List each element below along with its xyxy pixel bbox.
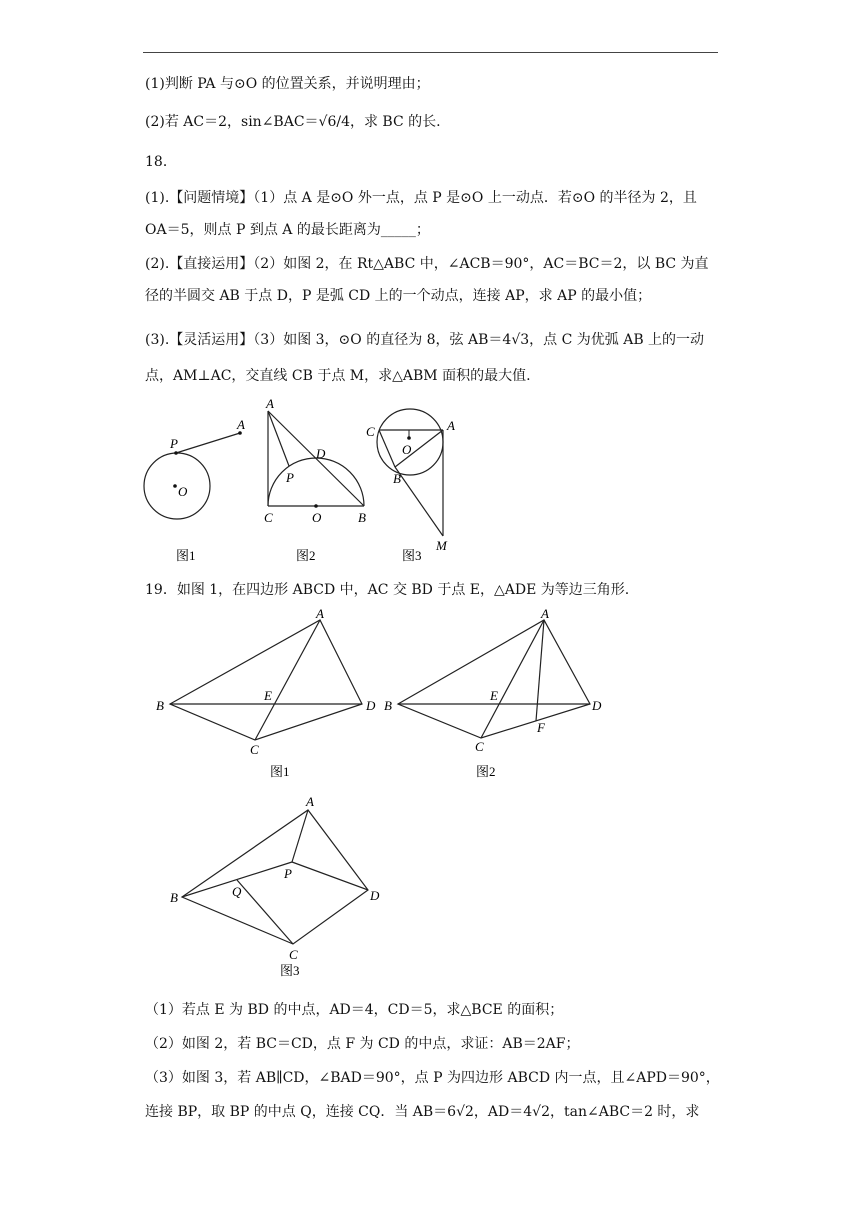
quadrilateral-abdc [170,620,362,740]
label-a: A [237,420,245,432]
label-p: P [284,866,292,881]
segment-cb [379,430,395,467]
segment-pd [292,862,368,890]
segment-qc [237,880,293,944]
label-c: C [264,510,273,525]
label-a: A [447,418,455,433]
q19-part3-line2: 连接 BP，取 BP 的中点 Q，连接 CQ．当 AB＝6√2，AD＝4√2，tan∠ABC＝2 时，求 [145,1104,700,1120]
label-a: A [306,794,314,809]
figure1-caption: 图1 [176,548,196,563]
segment-pa [176,433,240,453]
label-b: B [384,698,392,713]
label-f: F [537,720,545,735]
q19-figure3 [160,792,390,982]
label-b: B [156,698,164,713]
label-c: C [289,947,298,962]
label-b: B [358,510,366,525]
label-d: D [316,446,326,461]
q19-part1: （1）若点 E 为 BD 的中点，AD＝4，CD＝5，求△BCE 的面积； [145,1002,564,1018]
label-c: C [475,739,484,754]
q19-figure1 [150,608,390,786]
q17-part2: (2)若 AC＝2，sin∠BAC＝√6/4，求 BC 的长. [145,114,441,130]
q19-figure1-caption: 图1 [270,764,290,779]
label-o: O [402,442,412,457]
label-d: D [370,888,380,903]
q18-part2-line1: (2).【直接运用】（2）如图 2，在 Rt△ABC 中，∠ACB＝90°，AC＝BC＝2，以 BC 为直 [145,256,709,272]
q18-part3-line1: (3).【灵活运用】（3）如图 3，⊙O 的直径为 8，弦 AB＝4√3，点 C 为优弧 AB 上的一动 [145,332,705,348]
q18-figure1 [138,420,248,570]
q18-part1-line2: OA＝5，则点 P 到点 A 的最长距离为_____； [145,222,430,238]
q17-part1: (1)判断 PA 与⊙O 的位置关系，并说明理由； [145,76,430,92]
q18-part1-line1: (1).【问题情境】（1）点 A 是⊙O 外一点，点 P 是⊙O 上一动点．若⊙O 的半径为 2，且 [145,190,697,206]
label-o: O [178,484,188,499]
header-rule [143,52,718,53]
q19-figure2-caption: 图2 [476,764,496,779]
label-e: E [490,688,498,703]
point-o [314,504,318,508]
label-d: D [592,698,602,713]
q19-stem: 19．如图 1，在四边形 ABCD 中，AC 交 BD 于点 E，△ADE 为等边三角形. [145,582,630,598]
q19-part3-line1: （3）如图 3，若 AB∥CD，∠BAD＝90°，点 P 为四边形 ABCD 内一点，且∠APD＝90°， [145,1070,720,1086]
label-c: C [250,742,259,757]
q19-figure3-caption: 图3 [280,963,300,978]
segment-ap [268,411,289,466]
label-o: O [312,510,322,525]
point-o [407,436,411,440]
semicircle [268,458,364,506]
circle-o [144,453,210,519]
point-o [173,484,177,488]
segment-af [536,620,544,721]
q18-figure2 [258,396,378,571]
q18-figure3 [362,404,472,572]
quadrilateral-abdc [398,620,590,738]
q18-part2-line2: 径的半圆交 AB 于点 D，P 是弧 CD 上的一个动点，连接 AP，求 AP 的最小值； [145,288,652,304]
q18-part3-line2: 点，AM⊥AC，交直线 CB 于点 M，求△ABM 面积的最大值. [145,368,531,384]
label-b: B [393,471,401,486]
label-e: E [264,688,272,703]
label-d: D [366,698,376,713]
label-b: B [170,890,178,905]
label-p: P [170,436,178,451]
segment-bm [395,467,443,536]
q18-number: 18． [145,154,177,170]
label-c: C [366,424,375,439]
q19-part2: （2）如图 2，若 BC＝CD，点 F 为 CD 的中点，求证：AB＝2AF； [145,1036,580,1052]
label-p: P [286,470,294,485]
label-m: M [436,538,447,553]
q19-figure2 [376,606,616,786]
figure3-caption: 图3 [402,548,422,563]
label-a: A [266,396,274,411]
label-q: Q [232,884,242,899]
point-p [174,451,178,455]
label-a: A [541,606,549,621]
label-a: A [316,608,324,621]
figure2-caption: 图2 [296,548,316,563]
segment-ap [292,810,308,862]
